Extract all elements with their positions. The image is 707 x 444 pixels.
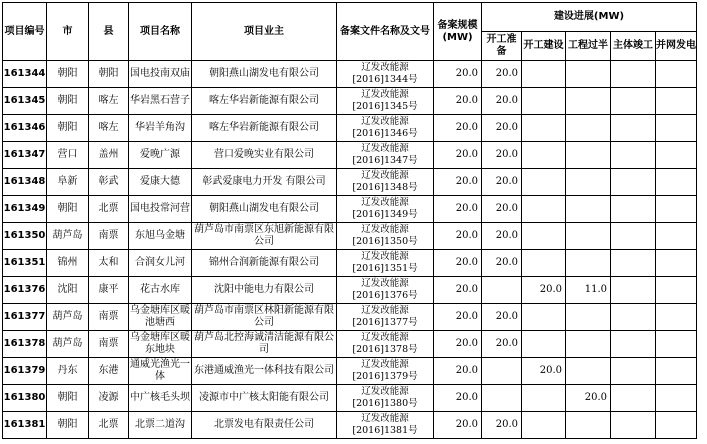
table-row	[3, 61, 697, 88]
prep-cell: 20.0	[482, 61, 522, 88]
project-name-cell: 北票二道沟	[129, 412, 192, 439]
in-progress-cell	[566, 250, 611, 277]
county-cell: 彰武	[89, 169, 129, 196]
project-name-cell: 中广核毛头坝	[129, 385, 192, 412]
project-name-cell: 国电投常河营	[129, 196, 192, 223]
grid-cell	[656, 223, 697, 250]
owner-cell: 锦州合润新能源有限公司	[192, 250, 337, 277]
main-done-cell	[611, 358, 656, 385]
header-row-1	[3, 3, 697, 32]
grid-cell	[656, 412, 697, 439]
in-progress-cell: 20.0	[566, 385, 611, 412]
city-cell: 朝阳	[47, 115, 89, 142]
in-progress-cell	[566, 304, 611, 331]
in-progress-cell	[566, 142, 611, 169]
city-cell: 朝阳	[47, 88, 89, 115]
grid-cell	[656, 304, 697, 331]
filing-doc-cell: 辽发改能源[2016]1379号	[337, 358, 434, 385]
scale-cell: 20.0	[434, 304, 482, 331]
table-row	[3, 196, 697, 223]
scale-cell: 20.0	[434, 223, 482, 250]
main-done-cell	[611, 304, 656, 331]
project-name-cell: 合润女儿河	[129, 250, 192, 277]
col-header-project-name: 项目名称	[129, 3, 192, 61]
project-id-cell: 161350	[3, 223, 47, 250]
main-done-cell	[611, 331, 656, 358]
prep-cell	[482, 277, 522, 304]
county-cell: 朝阳	[89, 61, 129, 88]
col-header-started: 开工建设	[522, 32, 566, 61]
scale-cell: 20.0	[434, 250, 482, 277]
table-row	[3, 250, 697, 277]
table-row	[3, 412, 697, 439]
main-done-cell	[611, 142, 656, 169]
grid-cell	[656, 358, 697, 385]
in-progress-cell	[566, 88, 611, 115]
project-name-cell: 国电投南双庙	[129, 61, 192, 88]
started-cell	[522, 115, 566, 142]
project-progress-table	[2, 2, 697, 439]
main-done-cell	[611, 88, 656, 115]
project-name-cell: 东旭乌金塘	[129, 223, 192, 250]
project-id-cell: 161344	[3, 61, 47, 88]
table-row	[3, 385, 697, 412]
prep-cell: 20.0	[482, 250, 522, 277]
prep-cell: 20.0	[482, 304, 522, 331]
project-id-cell: 161380	[3, 385, 47, 412]
col-header-in-progress: 工程过半	[566, 32, 611, 61]
table-row	[3, 358, 697, 385]
table-row	[3, 277, 697, 304]
in-progress-cell: 11.0	[566, 277, 611, 304]
project-name-cell: 通威光渔光一体	[129, 358, 192, 385]
filing-doc-cell: 辽发改能源[2016]1376号	[337, 277, 434, 304]
filing-doc-cell: 辽发改能源[2016]1378号	[337, 331, 434, 358]
prep-cell: 20.0	[482, 115, 522, 142]
county-cell: 太和	[89, 250, 129, 277]
owner-cell: 沈阳中能电力有限公司	[192, 277, 337, 304]
col-header-prep: 开工准备	[482, 32, 522, 61]
project-name-cell: 乌金塘库区暖东地块	[129, 331, 192, 358]
table-row	[3, 223, 697, 250]
prep-cell: 20.0	[482, 412, 522, 439]
filing-doc-cell: 辽发改能源[2016]1344号	[337, 61, 434, 88]
scale-cell: 20.0	[434, 169, 482, 196]
main-done-cell	[611, 169, 656, 196]
grid-cell	[656, 277, 697, 304]
county-cell: 北票	[89, 412, 129, 439]
city-cell: 丹东	[47, 358, 89, 385]
county-cell: 盖州	[89, 142, 129, 169]
in-progress-cell	[566, 331, 611, 358]
city-cell: 阜新	[47, 169, 89, 196]
prep-cell: 20.0	[482, 223, 522, 250]
filing-doc-cell: 辽发改能源[2016]1349号	[337, 196, 434, 223]
county-cell: 康平	[89, 277, 129, 304]
prep-cell: 20.0	[482, 169, 522, 196]
city-cell: 营口	[47, 142, 89, 169]
owner-cell: 喀左华岩新能源有限公司	[192, 88, 337, 115]
main-done-cell	[611, 385, 656, 412]
col-header-grid: 并网发电	[656, 32, 697, 61]
prep-cell: 20.0	[482, 142, 522, 169]
project-id-cell: 161347	[3, 142, 47, 169]
project-id-cell: 161379	[3, 358, 47, 385]
grid-cell	[656, 115, 697, 142]
scale-cell: 20.0	[434, 115, 482, 142]
project-name-cell: 华岩羊角沟	[129, 115, 192, 142]
project-name-cell: 爱康大德	[129, 169, 192, 196]
main-done-cell	[611, 223, 656, 250]
project-id-cell: 161348	[3, 169, 47, 196]
owner-cell: 朝阳燕山湖发电有限公司	[192, 196, 337, 223]
project-id-cell: 161377	[3, 304, 47, 331]
owner-cell: 葫芦岛市南票区东旭新能源有限公司	[192, 223, 337, 250]
grid-cell	[656, 331, 697, 358]
col-header-county: 县	[89, 3, 129, 61]
project-id-cell: 161349	[3, 196, 47, 223]
table-body	[3, 61, 697, 439]
in-progress-cell	[566, 358, 611, 385]
table-row	[3, 142, 697, 169]
col-header-progress-group: 建设进展(MW)	[482, 3, 697, 32]
city-cell: 朝阳	[47, 61, 89, 88]
project-name-cell: 乌金塘库区暖池塘西	[129, 304, 192, 331]
project-id-cell: 161378	[3, 331, 47, 358]
county-cell: 南票	[89, 304, 129, 331]
city-cell: 朝阳	[47, 196, 89, 223]
col-header-main-done: 主体竣工	[611, 32, 656, 61]
city-cell: 锦州	[47, 250, 89, 277]
scale-cell: 20.0	[434, 358, 482, 385]
prep-cell: 20.0	[482, 88, 522, 115]
main-done-cell	[611, 196, 656, 223]
in-progress-cell	[566, 223, 611, 250]
owner-cell: 葫芦岛北控海诚清洁能源有限公司	[192, 331, 337, 358]
main-done-cell	[611, 412, 656, 439]
prep-cell: 20.0	[482, 331, 522, 358]
owner-cell: 营口爱晚实业有限公司	[192, 142, 337, 169]
main-done-cell	[611, 61, 656, 88]
scale-cell: 20.0	[434, 331, 482, 358]
in-progress-cell	[566, 169, 611, 196]
county-cell: 凌源	[89, 385, 129, 412]
project-id-cell: 161346	[3, 115, 47, 142]
filing-doc-cell: 辽发改能源[2016]1347号	[337, 142, 434, 169]
project-id-cell: 161351	[3, 250, 47, 277]
started-cell: 20.0	[522, 358, 566, 385]
owner-cell: 喀左华岩新能源有限公司	[192, 115, 337, 142]
owner-cell: 葫芦岛市南票区林阳新能源有限公司	[192, 304, 337, 331]
project-id-cell: 161381	[3, 412, 47, 439]
city-cell: 葫芦岛	[47, 331, 89, 358]
scale-cell: 20.0	[434, 385, 482, 412]
owner-cell: 朝阳燕山湖发电有限公司	[192, 61, 337, 88]
started-cell	[522, 412, 566, 439]
table-row	[3, 304, 697, 331]
filing-doc-cell: 辽发改能源[2016]1350号	[337, 223, 434, 250]
county-cell: 喀左	[89, 88, 129, 115]
started-cell	[522, 88, 566, 115]
col-header-filing-doc: 备案文件名称及文号	[337, 3, 434, 61]
filing-doc-cell: 辽发改能源[2016]1348号	[337, 169, 434, 196]
grid-cell	[656, 61, 697, 88]
scale-cell: 20.0	[434, 412, 482, 439]
filing-doc-cell: 辽发改能源[2016]1346号	[337, 115, 434, 142]
grid-cell	[656, 142, 697, 169]
table-row	[3, 331, 697, 358]
started-cell	[522, 385, 566, 412]
county-cell: 北票	[89, 196, 129, 223]
main-done-cell	[611, 115, 656, 142]
in-progress-cell	[566, 196, 611, 223]
grid-cell	[656, 169, 697, 196]
city-cell: 沈阳	[47, 277, 89, 304]
project-name-cell: 华岩黑石营子	[129, 88, 192, 115]
project-name-cell: 花古水库	[129, 277, 192, 304]
col-header-project-id: 项目编号	[3, 3, 47, 61]
filing-doc-cell: 辽发改能源[2016]1381号	[337, 412, 434, 439]
filing-doc-cell: 辽发改能源[2016]1377号	[337, 304, 434, 331]
filing-doc-cell: 辽发改能源[2016]1345号	[337, 88, 434, 115]
table-row	[3, 169, 697, 196]
city-cell: 葫芦岛	[47, 304, 89, 331]
grid-cell	[656, 385, 697, 412]
started-cell	[522, 331, 566, 358]
prep-cell	[482, 358, 522, 385]
started-cell: 20.0	[522, 277, 566, 304]
main-done-cell	[611, 277, 656, 304]
col-header-city: 市	[47, 3, 89, 61]
county-cell: 南票	[89, 223, 129, 250]
started-cell	[522, 223, 566, 250]
county-cell: 喀左	[89, 115, 129, 142]
in-progress-cell	[566, 61, 611, 88]
filing-doc-cell: 辽发改能源[2016]1351号	[337, 250, 434, 277]
scale-cell: 20.0	[434, 88, 482, 115]
main-done-cell	[611, 250, 656, 277]
scale-cell: 20.0	[434, 61, 482, 88]
started-cell	[522, 250, 566, 277]
scale-cell: 20.0	[434, 196, 482, 223]
col-header-scale: 备案规模(MW)	[434, 3, 482, 61]
city-cell: 葫芦岛	[47, 223, 89, 250]
project-id-cell: 161345	[3, 88, 47, 115]
owner-cell: 东港通威渔光一体科技有限公司	[192, 358, 337, 385]
col-header-owner: 项目业主	[192, 3, 337, 61]
city-cell: 朝阳	[47, 412, 89, 439]
started-cell	[522, 142, 566, 169]
table-row	[3, 115, 697, 142]
scale-cell: 20.0	[434, 277, 482, 304]
started-cell	[522, 61, 566, 88]
table-row	[3, 88, 697, 115]
city-cell: 朝阳	[47, 385, 89, 412]
started-cell	[522, 169, 566, 196]
owner-cell: 彰武爱康电力开发 有限公司	[192, 169, 337, 196]
grid-cell	[656, 88, 697, 115]
in-progress-cell	[566, 412, 611, 439]
project-name-cell: 爱晚广源	[129, 142, 192, 169]
filing-doc-cell: 辽发改能源[2016]1380号	[337, 385, 434, 412]
county-cell: 东港	[89, 358, 129, 385]
project-id-cell: 161376	[3, 277, 47, 304]
county-cell: 南票	[89, 331, 129, 358]
owner-cell: 凌源市中广核太阳能有限公司	[192, 385, 337, 412]
started-cell	[522, 196, 566, 223]
grid-cell	[656, 196, 697, 223]
scale-cell: 20.0	[434, 142, 482, 169]
started-cell	[522, 304, 566, 331]
in-progress-cell	[566, 115, 611, 142]
prep-cell	[482, 385, 522, 412]
owner-cell: 北票发电有限责任公司	[192, 412, 337, 439]
prep-cell: 20.0	[482, 196, 522, 223]
grid-cell	[656, 250, 697, 277]
